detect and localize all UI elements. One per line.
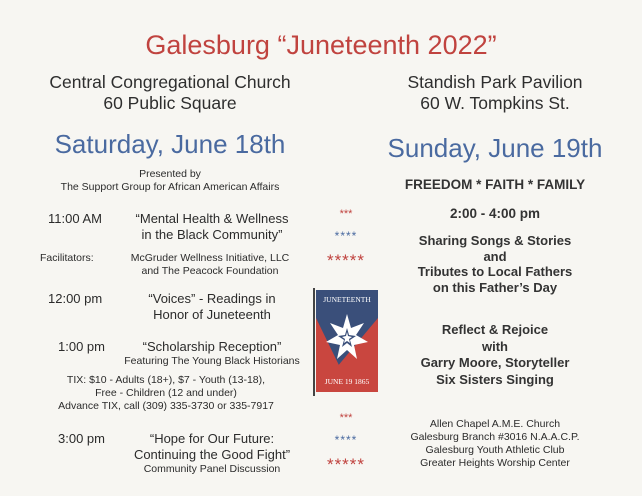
event-title-line: “Scholarship Reception” (142, 339, 282, 354)
presenter-name: The Support Group for African American Affairs (60, 181, 280, 193)
event-time: 1:00 pm (58, 339, 105, 354)
event-time: 11:00 AM (48, 211, 102, 226)
sponsor-orgs (350, 418, 640, 470)
facilitators-label: Facilitators: (40, 252, 94, 264)
flag-top-text: JUNETEENTH (323, 295, 371, 304)
facilitator-line: McGruder Wellness Initiative, LLC (130, 252, 290, 264)
event-title-line: “Voices” - Readings in (148, 291, 276, 306)
event-subtitle: Featuring The Young Black Historians (124, 355, 300, 367)
org-line: Allen Chapel A.M.E. Church (429, 418, 561, 430)
sunday-performers (350, 322, 640, 388)
right-venue-name: Standish Park Pavilion (407, 72, 583, 92)
event-title-line: “Mental Health & Wellness (135, 211, 289, 226)
program-line: on this Father’s Day (432, 279, 558, 295)
event-title (112, 211, 312, 243)
event-title-line: “Hope for Our Future: (149, 431, 275, 446)
sunday-program (350, 233, 640, 295)
event-title-line: Honor of Juneteenth (153, 307, 271, 322)
program-line: Tributes to Local Fathers (417, 264, 573, 279)
sunday-heading: Sunday, June 19th (387, 133, 603, 163)
event-title (112, 339, 312, 368)
event-title (112, 291, 312, 323)
event-title-line: in the Black Community” (141, 227, 283, 242)
program-line: Garry Moore, Storyteller (420, 355, 570, 370)
right-venue-address: 60 W. Tompkins St. (420, 93, 570, 113)
org-line: Greater Heights Worship Center (420, 457, 570, 469)
event-time: 12:00 pm (48, 291, 103, 306)
org-line: Galesburg Youth Athletic Club (425, 444, 565, 456)
event-time: 3:00 pm (58, 431, 105, 446)
sunday-time: 2:00 - 4:00 pm (449, 206, 541, 221)
right-venue (350, 72, 640, 114)
left-venue-address: 60 Public Square (103, 93, 237, 113)
page-title: Galesburg “Juneteenth 2022” (145, 30, 497, 60)
left-venue (20, 72, 320, 114)
presented-label: Presented by (139, 168, 201, 180)
program-line: and (483, 248, 507, 264)
ticket-line: Advance TIX, call (309) 335-3730 or 335-7917 (58, 400, 274, 412)
event-title-line: Continuing the Good Fight” (133, 447, 291, 462)
stars-four: **** (334, 433, 358, 447)
facilitator-line: and The Peacock Foundation (141, 265, 279, 277)
stars-five: ***** (326, 455, 366, 474)
program-line: Reflect & Rejoice (441, 322, 549, 337)
org-line: Galesburg Branch #3016 N.A.A.C.P. (410, 431, 580, 443)
program-line: Sharing Songs & Stories (418, 233, 572, 248)
ticket-line: TIX: $10 - Adults (18+), $7 - Youth (13-18), (66, 374, 266, 386)
saturday-heading: Saturday, June 18th (54, 129, 286, 159)
motto: FREEDOM * FAITH * FAMILY (404, 177, 586, 192)
facilitators (110, 252, 310, 278)
stars-five: ***** (326, 251, 366, 270)
ticket-info (48, 374, 284, 413)
event-subtitle: Community Panel Discussion (143, 463, 281, 475)
stars-three: *** (339, 208, 353, 220)
presented-by (20, 168, 320, 194)
left-venue-name: Central Congregational Church (49, 72, 291, 92)
program-line: with (482, 338, 508, 354)
flag-bottom-text: JUNE 19 1865 (324, 377, 370, 386)
event-title (112, 431, 312, 476)
program-line: Six Sisters Singing (436, 371, 554, 387)
stars-four: **** (334, 229, 358, 243)
ticket-line: Free - Children (12 and under) (95, 387, 237, 399)
stars-three: *** (339, 412, 353, 424)
